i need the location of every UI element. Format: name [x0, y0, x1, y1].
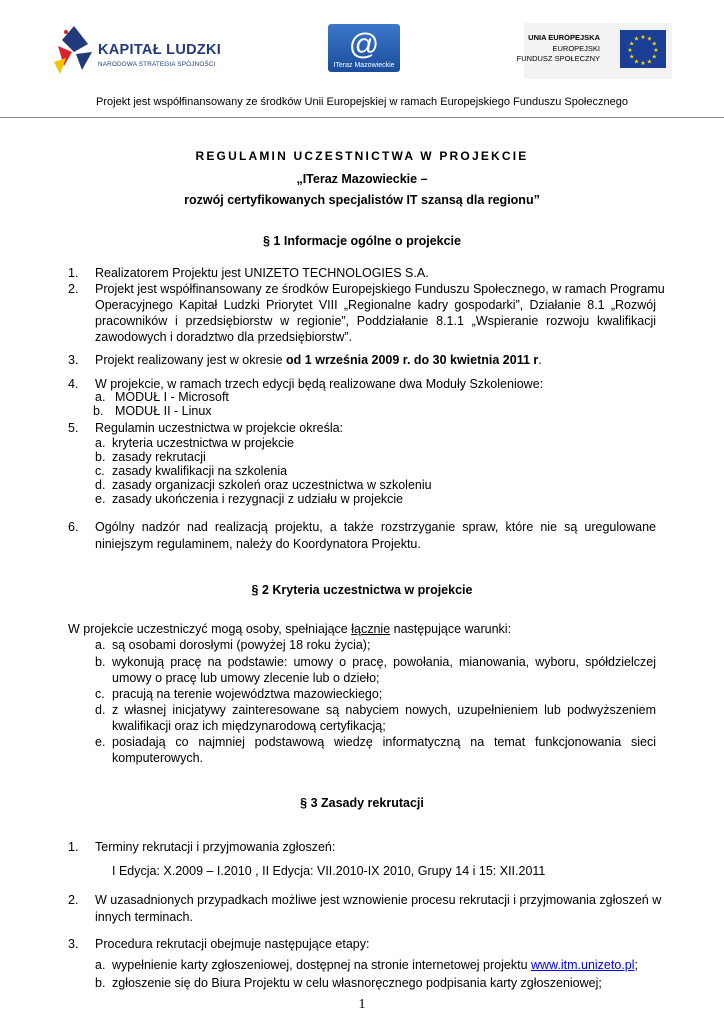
list-item: Realizatorem Projektu jest UNIZETO TECHNOLOGIES S.A.	[95, 266, 429, 280]
sub-letter: b.	[95, 450, 106, 464]
list-item: Procedura rekrutacji obejmuje następujące etapy:	[95, 937, 370, 951]
criteria-item-cont: komputerowych.	[112, 751, 204, 765]
sub-item: MODUŁ I - Microsoft	[115, 390, 229, 404]
sub-letter: a.	[95, 436, 106, 450]
section-1-heading: § 1 Informacje ogólne o projekcie	[263, 234, 461, 248]
criteria-item: posiadają co najmniej podstawową wiedzę informatyczną na temat funkcjonowania sieci	[112, 735, 656, 749]
project-name: „ITeraz Mazowieckie –	[296, 172, 428, 186]
list-number: 4.	[68, 377, 79, 391]
list-item-cont: niniejszym regulaminem, należy do Koordynatora Projektu.	[95, 537, 421, 551]
sub-item: zasady rekrutacji	[112, 450, 206, 464]
svg-text:★: ★	[653, 47, 659, 54]
sub-item: zasady ukończenia i rezygnacji z udziału w projekcie	[112, 492, 404, 506]
sub-letter: b.	[93, 404, 104, 418]
sub-item: zasady kwalifikacji na szkolenia	[112, 464, 288, 478]
sub-letter: a.	[95, 390, 106, 404]
sub-letter: d.	[95, 478, 106, 492]
list-number: 1.	[68, 266, 79, 280]
list-item-cont: innych terminach.	[95, 910, 193, 924]
svg-text:★: ★	[651, 53, 657, 61]
svg-text:★: ★	[633, 58, 640, 66]
sub-letter: b.	[95, 976, 106, 990]
sub-item: zgłoszenie się do Biura Projektu w celu własnoręcznego podpisania karty zgłoszeniowej;	[112, 976, 602, 990]
criteria-item: z własnej inicjatywy zainteresowane są nabyciem nowych, uzupełnieniem lub podwyższeniem	[112, 703, 656, 717]
svg-text:★: ★	[646, 35, 653, 43]
criteria-item-cont: kwalifikacji oraz ich międzynarodową certyfikacją;	[112, 719, 386, 733]
list-item: W projekcie, w ramach trzech edycji będą realizowane dwa Moduły Szkoleniowe:	[95, 377, 544, 391]
sub-letter: c.	[95, 687, 105, 701]
sub-item: wypełnienie karty zgłoszeniowej, dostępnej na stronie internetowej projektu www.itm.unizeto.pl;	[112, 958, 638, 972]
project-period: od 1 września 2009 r. do 30 kwietnia 2011 r	[286, 353, 539, 367]
section-3-heading: § 3 Zasady rekrutacji	[300, 796, 424, 810]
list-number: 3.	[68, 353, 79, 367]
sub-item: MODUŁ II - Linux	[115, 404, 212, 418]
list-number: 2.	[68, 893, 79, 907]
svg-text:★: ★	[627, 47, 633, 54]
sub-letter: d.	[95, 703, 106, 717]
criteria-item: są osobami dorosłymi (powyżej 18 roku życia);	[112, 638, 371, 652]
cofinanced-note: Projekt jest współfinansowany ze środków Unii Europejskiej w ramach Europejskiego Funduszu Społecznego	[96, 96, 628, 108]
eu-line1: UNIA EUROPEJSKA	[528, 33, 600, 42]
list-item-cont: Operacyjnego Kapitał Ludzki Priorytet VIII „Regionalne kadry gospodarki”, Działanie 8.1 „Rozwój	[95, 298, 656, 312]
kl-subtitle: NARODOWA STRATEGIA SPÓJNOŚCI	[98, 61, 216, 68]
list-number: 1.	[68, 840, 79, 854]
iteraz-mazowieckie-logo	[328, 24, 400, 72]
sub-item: kryteria uczestnictwa w projekcie	[112, 436, 295, 450]
svg-text:@: @	[348, 28, 380, 61]
project-website-link[interactable]: www.itm.unizeto.pl	[531, 958, 635, 972]
document-title: REGULAMIN UCZESTNICTWA W PROJEKCIE	[195, 149, 529, 163]
list-number: 6.	[68, 520, 79, 534]
kl-title: KAPITAŁ LUDZKI	[98, 42, 222, 58]
jointly-underlined: łącznie	[351, 622, 391, 636]
sub-letter: c.	[95, 464, 105, 478]
list-number: 5.	[68, 421, 79, 435]
list-item: Projekt realizowany jest w okresie od 1 września 2009 r. do 30 kwietnia 2011 r.	[95, 353, 542, 367]
svg-text:★: ★	[640, 60, 646, 67]
sub-letter: b.	[95, 655, 106, 669]
eu-line3: FUNDUSZ SPOŁECZNY	[516, 54, 600, 63]
svg-text:★: ★	[640, 34, 646, 41]
section-2-heading: § 2 Kryteria uczestnictwa w projekcie	[251, 583, 473, 597]
page-number: 1	[358, 997, 366, 1012]
criteria-item: wykonują pracę na podstawie: umowy o pracę, powołania, mianowania, wyboru, spółdzielczej	[112, 655, 656, 669]
criteria-item-cont: umowy o pracę lub umowy zlecenie lub o dzieło;	[112, 671, 380, 685]
eu-logo	[516, 23, 672, 79]
kapital-ludzki-logo	[52, 22, 232, 82]
svg-text:★: ★	[651, 40, 657, 48]
list-item: Regulamin uczestnictwa w projekcie określa:	[95, 421, 344, 435]
sub-letter: a.	[95, 958, 106, 972]
list-item: Projekt jest współfinansowany ze środków Europejskiego Funduszu Społecznego, w ramach Programu	[95, 282, 665, 296]
list-number: 2.	[68, 282, 79, 296]
sub-letter: e.	[95, 735, 106, 749]
header-divider	[0, 117, 724, 118]
eu-flag-icon	[620, 30, 666, 68]
criteria-intro: W projekcie uczestniczyć mogą osoby, spełniające łącznie następujące warunki:	[68, 622, 512, 636]
svg-text:★: ★	[646, 58, 653, 66]
criteria-item: pracują na terenie województwa mazowieckiego;	[112, 687, 383, 701]
at-sign-icon	[328, 24, 400, 64]
sub-letter: e.	[95, 492, 106, 506]
recruitment-dates: I Edycja: X.2009 – I.2010 , II Edycja: VII.2010-IX 2010, Grupy 14 i 15: XII.2011	[112, 864, 546, 878]
sub-letter: a.	[95, 638, 106, 652]
list-item: Ogólny nadzór nad realizacją projektu, a także rozstrzyganie spraw, które nie są uregulowane	[95, 520, 656, 534]
iteraz-label: ITeraz Mazowieckie	[333, 62, 395, 69]
kapital-ludzki-emblem-icon	[52, 22, 96, 78]
list-item-cont: pracowników i przedsiębiorstw w regionie”, Poddziałanie 8.1.1 „Wspieranie rozwoju kwalifikacji	[95, 314, 656, 328]
list-item: Terminy rekrutacji i przyjmowania zgłoszeń:	[95, 840, 336, 854]
list-item-cont: zawodowych i doradztwo dla przedsiębiorstw”.	[95, 330, 353, 344]
svg-text:★: ★	[629, 53, 635, 61]
svg-text:★: ★	[633, 35, 640, 43]
list-number: 3.	[68, 937, 79, 951]
eu-line2: EUROPEJSKI	[552, 44, 600, 53]
svg-text:★: ★	[629, 40, 635, 48]
sub-item: zasady organizacji szkoleń oraz uczestnictwa w szkoleniu	[112, 478, 432, 492]
project-subtitle: rozwój certyfikowanych specjalistów IT szansą dla regionu”	[184, 193, 540, 207]
list-item: W uzasadnionych przypadkach możliwe jest wznowienie procesu rekrutacji i przyjmowania zgłoszeń w	[95, 893, 662, 907]
